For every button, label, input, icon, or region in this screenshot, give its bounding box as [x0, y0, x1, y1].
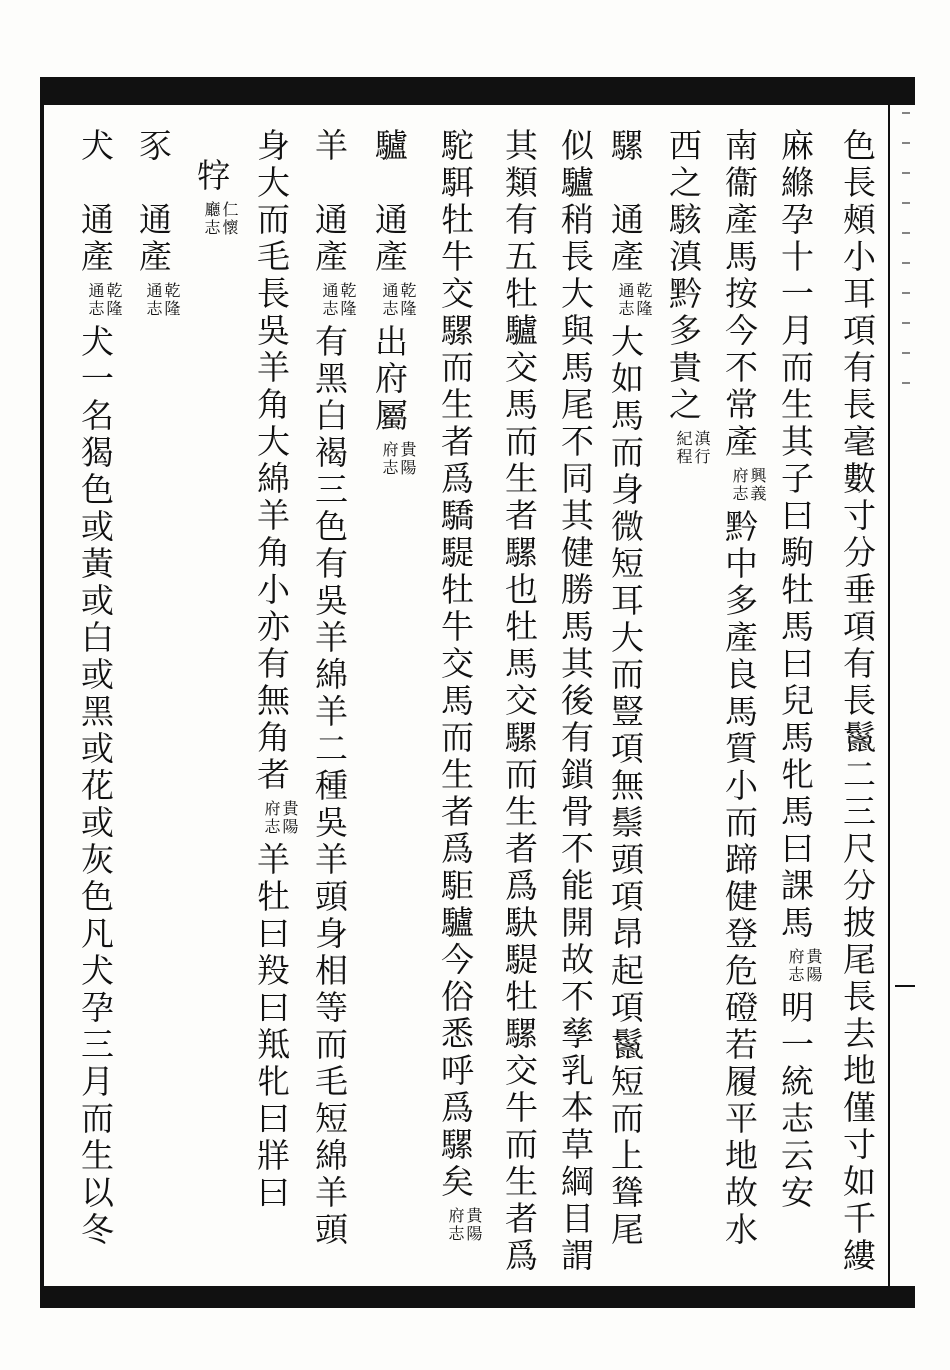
left-border [40, 77, 44, 1308]
source-note: 滇行 紀程 [674, 430, 711, 466]
source-note: 乾隆 通志 [380, 282, 417, 318]
column-heading-pig: 豕 通產 [134, 128, 173, 276]
margin-mark [895, 985, 915, 987]
source-note: 乾隆 通志 [320, 282, 357, 318]
text-column-6 [554, 128, 596, 1278]
source-note: 乾隆 通志 [144, 282, 181, 318]
text-column-10 [310, 128, 357, 1278]
column-text: 身大而毛長吳羊角大綿羊角小亦有無角者 [252, 128, 291, 794]
column-text: 西之駭滇黔多貴之 [664, 128, 703, 424]
column-text: 其類有五牡驢交馬而生者騾也牡馬交騾而生者爲駃騠牡騾交牛而生者爲 [500, 128, 539, 1275]
source-note: 貴陽 府志 [380, 441, 417, 477]
top-border [40, 77, 915, 105]
text-column-11 [252, 128, 299, 1278]
text-column-12 [192, 158, 239, 1308]
text-column-8 [436, 128, 483, 1278]
margin-dots [902, 112, 910, 412]
column-text-continued: 大如馬而身微短耳大而豎項無鬃頭項昂起項鬣短而上聳尾 [606, 324, 645, 1249]
column-heading-mule: 騾 通產 [606, 128, 645, 276]
column-heading-donkey: 驢 通產 [370, 128, 409, 276]
column-heading-dog: 犬 通產 [76, 128, 115, 276]
source-note: 乾隆 通志 [86, 282, 123, 318]
text-column-9 [370, 128, 417, 1278]
column-text: 南衞產馬按今不常產 [720, 128, 759, 461]
column-text-continued: 黔中多產良馬質小而蹄健登危磴若履平地故水 [720, 509, 759, 1249]
source-note: 仁懷 廳志 [202, 201, 239, 237]
column-text: 駝駬牡牛交騾而生者爲驕騠牡牛交馬而生者爲駏驢今俗悉呼爲騾矣 [436, 128, 475, 1201]
source-note: 興義 府志 [730, 467, 767, 503]
source-note: 貴陽 府志 [446, 1207, 483, 1243]
bottom-border [40, 1286, 915, 1308]
text-column-13 [134, 128, 181, 1278]
column-text: 麻縧孕十一月而生其子曰駒牡馬曰兒馬牝馬曰課馬 [776, 128, 815, 942]
source-note: 貴陽 府志 [786, 948, 823, 984]
column-text: 色長頰小耳項有長毫數寸分垂項有長鬣二三尺分披尾長去地僅寸如千縷 [838, 128, 877, 1275]
column-text: 牸 [192, 158, 231, 195]
source-note: 乾隆 通志 [616, 282, 653, 318]
text-column-7 [498, 128, 540, 1278]
text-column-2 [776, 128, 823, 1278]
right-border [888, 105, 890, 1286]
column-text-continued: 羊牡曰羖曰羝牝曰牂曰 [252, 842, 291, 1212]
text-column-1 [836, 128, 878, 1278]
column-heading-sheep: 羊 通產 [310, 128, 349, 276]
column-text-continued: 有黑白褐三色有吳羊綿羊二種吳羊頭身相等而毛短綿羊頭 [310, 324, 349, 1249]
column-text-continued: 明一統志云安 [776, 990, 815, 1212]
source-note: 貴陽 府志 [262, 800, 299, 836]
column-text-continued: 犬一名猲色或黃或白或黑或花或灰色凡犬孕三月而生以冬 [76, 324, 115, 1249]
column-text-continued: 出府屬 [370, 324, 409, 435]
text-column-5 [606, 128, 653, 1278]
column-text: 似驢稍長大與馬尾不同其健勝馬其後有鎖骨不能開故不孳乳本草綱目謂 [556, 128, 595, 1275]
text-column-14 [76, 128, 123, 1278]
text-column-4 [664, 128, 711, 1278]
text-column-3 [720, 128, 767, 1278]
